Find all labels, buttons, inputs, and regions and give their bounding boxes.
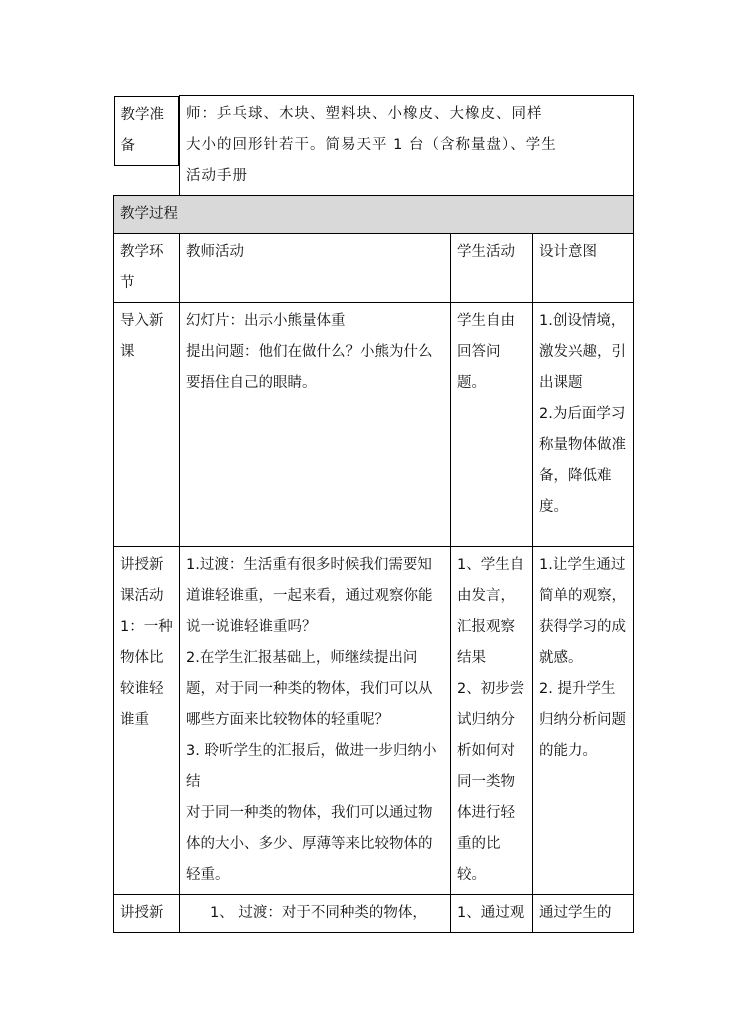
- student-para: 2、初步尝试归纳分析如何对同一类物体进行轻重的比较。: [457, 681, 525, 883]
- lesson-row: [114, 547, 634, 895]
- row-stage: 讲授新课活动 1：一种物体比较谁轻谁重: [114, 547, 180, 895]
- row-student: [451, 895, 533, 933]
- student-para: 学生自由回答问题。: [457, 313, 515, 391]
- prep-line: 大小的回形针若干。简易天平 1 台（含称量盘）、学生: [186, 137, 557, 153]
- intent-para: 1.让学生通过简单的观察，获得学习的成就感。: [539, 557, 626, 666]
- teacher-para: 提出问题：他们在做什么？小熊为什么要捂住自己的眼睛。: [186, 344, 433, 391]
- student-para: 1、通过观: [457, 905, 525, 921]
- prep-line: 师：乒乓球、木块、塑料块、小橡皮、大橡皮、同样: [186, 106, 543, 122]
- header-student: 学生活动: [451, 234, 533, 303]
- student-para: 1、学生自由发言，汇报观察结果: [457, 557, 525, 666]
- row-intent: [533, 547, 634, 895]
- intent-para: 2.为后面学习称量物体做准备，降低难度。: [539, 406, 626, 515]
- row-student: [451, 547, 533, 895]
- prep-line: 活动手册: [186, 168, 248, 184]
- lesson-row: [114, 303, 634, 547]
- header-stage: 教学环节: [114, 234, 180, 303]
- intent-para: 2. 提升学生归纳分析问题的能力。: [539, 681, 626, 759]
- lesson-plan-table: [113, 95, 634, 933]
- teacher-para: 幻灯片：出示小熊量体重: [186, 313, 346, 329]
- lesson-row: [114, 895, 634, 933]
- teacher-para: 对于同一种类的物体，我们可以通过物体的大小、多少、厚薄等来比较物体的轻重。: [186, 805, 433, 883]
- section-title: 教学过程: [114, 196, 634, 234]
- intent-para: 通过学生的: [539, 905, 612, 921]
- prep-label: 教学准备: [114, 96, 180, 166]
- header-teacher: 教师活动: [180, 234, 451, 303]
- intent-para: 1.创设情境，激发兴趣，引出课题: [539, 313, 626, 391]
- header-row: [114, 234, 634, 303]
- prep-content: [180, 96, 634, 196]
- teacher-para: 3. 聆听学生的汇报后，做进一步归纳小结: [186, 743, 437, 790]
- section-title-row: [114, 196, 634, 234]
- teacher-para: 2.在学生汇报基础上，师继续提出问题，对于同一种类的物体，我们可以从哪些方面来比较物体的轻重呢？: [186, 650, 433, 728]
- row-student: [451, 303, 533, 547]
- teacher-para: 1.过渡：生活重有很多时候我们需要知道谁轻谁重，一起来看，通过观察你能说一说谁轻谁重吗？: [186, 557, 433, 635]
- row-stage: 讲授新: [114, 895, 180, 933]
- row-intent: [533, 303, 634, 547]
- row-teacher: [180, 303, 451, 547]
- row-intent: [533, 895, 634, 933]
- row-stage: 导入新课: [114, 303, 180, 547]
- row-teacher: [180, 895, 451, 933]
- header-intent: 设计意图: [533, 234, 634, 303]
- row-teacher: [180, 547, 451, 895]
- teacher-para: 1、 过渡：对于不同种类的物体，: [210, 905, 427, 921]
- prep-row: [114, 96, 634, 196]
